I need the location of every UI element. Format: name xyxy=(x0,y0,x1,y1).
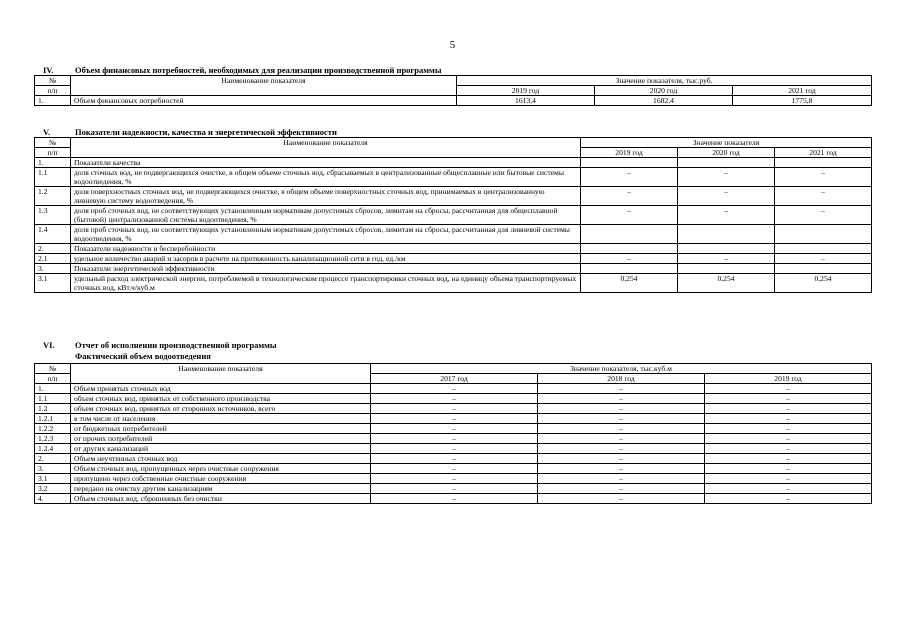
header-year: 2020 год xyxy=(678,148,775,158)
row-value: – xyxy=(705,424,872,434)
row-name: в том числе от населения xyxy=(71,414,371,424)
row-value: – xyxy=(538,494,705,504)
table-row xyxy=(35,158,872,168)
section-6-number: VI. xyxy=(43,340,55,350)
header-name: Наименование показателя xyxy=(71,364,371,384)
row-number: 1.2.4 xyxy=(35,444,71,454)
row-value xyxy=(678,225,775,244)
row-value: – xyxy=(538,484,705,494)
row-value: – xyxy=(371,434,538,444)
row-value: – xyxy=(705,434,872,444)
row-number: 3.2 xyxy=(35,484,71,494)
page-number: 5 xyxy=(449,39,456,51)
row-value: – xyxy=(775,206,872,225)
row-value xyxy=(775,225,872,244)
table-row xyxy=(35,96,872,106)
row-value: – xyxy=(371,444,538,454)
row-value: – xyxy=(371,394,538,404)
row-name: передано на очистку другим канализациям xyxy=(71,484,371,494)
quality-indicators-table xyxy=(34,137,872,293)
row-value: – xyxy=(538,414,705,424)
row-value: – xyxy=(538,394,705,404)
table-row xyxy=(35,264,872,274)
header-pp: п/п xyxy=(35,374,71,384)
row-value: – xyxy=(538,424,705,434)
row-value: – xyxy=(705,474,872,484)
row-value: – xyxy=(538,474,705,484)
row-value: – xyxy=(705,394,872,404)
header-year: 2018 год xyxy=(538,374,705,384)
row-value: – xyxy=(371,404,538,414)
row-value xyxy=(678,264,775,274)
row-number: 3.1 xyxy=(35,474,71,484)
row-value: – xyxy=(705,484,872,494)
row-value: – xyxy=(705,494,872,504)
table-row xyxy=(35,225,872,244)
header-year: 2019 год xyxy=(457,86,595,96)
table-row xyxy=(35,424,872,434)
row-number: 1.2.1 xyxy=(35,414,71,424)
row-value: – xyxy=(705,404,872,414)
row-value: – xyxy=(538,404,705,414)
row-value: – xyxy=(705,384,872,394)
row-name: Показатели энергетической эффективности xyxy=(71,264,581,274)
section-6-subtitle: Фактический объем водоотведения xyxy=(75,351,211,361)
row-value: 1775,8 xyxy=(733,96,872,106)
row-number: 2. xyxy=(35,244,71,254)
row-name: доля проб сточных вод, не соответствующих установленным нормативам допустимых сбросов, лимитам на сбросы, рассчитанная для ливневой системы водоотведения, % xyxy=(71,225,581,244)
table-row xyxy=(35,206,872,225)
row-value xyxy=(775,244,872,254)
row-value: – xyxy=(371,474,538,484)
row-value: – xyxy=(581,168,678,187)
row-value: – xyxy=(705,444,872,454)
section-4-title: Объем финансовых потребностей, необходимых для реализации производственной программы xyxy=(75,65,442,75)
row-value: – xyxy=(371,494,538,504)
row-value: – xyxy=(371,384,538,394)
header-pp: п/п xyxy=(35,148,71,158)
section-5-title: Показатели надежности, качества и энергетической эффективности xyxy=(75,127,337,137)
row-value: – xyxy=(538,444,705,454)
row-number: 3.1 xyxy=(35,274,71,293)
header-name: Наименование показателя xyxy=(71,138,581,158)
row-value: – xyxy=(538,434,705,444)
row-value xyxy=(775,264,872,274)
wastewater-report-table xyxy=(34,363,872,504)
table-row xyxy=(35,254,872,264)
section-5-heading xyxy=(43,127,337,137)
header-year: 2021 год xyxy=(775,148,872,158)
row-value: – xyxy=(705,464,872,474)
row-name: удельное количество аварий и засоров в расчете на протяженность канализационной сети в год, ед./км xyxy=(71,254,581,264)
financial-needs-table xyxy=(34,75,872,106)
table-row xyxy=(35,244,872,254)
row-name: от бюджетных потребителей xyxy=(71,424,371,434)
row-value: 0,254 xyxy=(678,274,775,293)
row-number: 1.2.3 xyxy=(35,434,71,444)
row-value: – xyxy=(538,454,705,464)
row-value: – xyxy=(371,414,538,424)
header-year: 2019 год xyxy=(581,148,678,158)
row-value: – xyxy=(678,187,775,206)
row-value: 0,254 xyxy=(581,274,678,293)
row-value: – xyxy=(678,168,775,187)
row-value: – xyxy=(371,484,538,494)
row-value: – xyxy=(678,206,775,225)
header-year: 2017 год xyxy=(371,374,538,384)
table-row xyxy=(35,187,872,206)
table-row xyxy=(35,454,872,464)
row-value: – xyxy=(705,414,872,424)
row-number: 1. xyxy=(35,384,71,394)
row-number: 1.3 xyxy=(35,206,71,225)
row-value: – xyxy=(538,464,705,474)
row-name: объем сточных вод, принятых от собственного производства xyxy=(71,394,371,404)
header-name: Наименование показателя xyxy=(71,76,457,96)
table-row xyxy=(35,384,872,394)
row-value: – xyxy=(705,454,872,464)
row-name: Объем финансовых потребностей xyxy=(71,96,457,106)
table-row xyxy=(35,464,872,474)
row-value xyxy=(581,158,678,168)
row-name: доля сточных вод, не подвергающихся очистке, в общем объеме сточных вод, сбрасываемых в централизованные общесплавные или бытовые системы водоотведения, % xyxy=(71,168,581,187)
table-row xyxy=(35,168,872,187)
row-number: 1. xyxy=(35,96,71,106)
header-value: Значение показателя xyxy=(581,138,872,148)
header-pp: п/п xyxy=(35,86,71,96)
row-value: – xyxy=(775,168,872,187)
row-value: – xyxy=(775,254,872,264)
header-no: № xyxy=(35,364,71,374)
row-name: Объем неучтенных сточных вод xyxy=(71,454,371,464)
header-year: 2019 год xyxy=(705,374,872,384)
header-no: № xyxy=(35,138,71,148)
row-name: объем сточных вод, принятых от сторонних источников, всего xyxy=(71,404,371,414)
row-value: – xyxy=(678,254,775,264)
row-number: 1.2 xyxy=(35,187,71,206)
row-name: доля проб сточных вод, не соответствующих установленным нормативам допустимых сбросов, лимитам на сбросы, рассчитанная для общесплавной (бытовой) централизованной системы водоотведения, % xyxy=(71,206,581,225)
row-value: – xyxy=(538,384,705,394)
row-value: – xyxy=(371,454,538,464)
section-4-heading xyxy=(43,65,441,75)
row-value: 0,254 xyxy=(775,274,872,293)
section-6-title: Отчет об исполнении производственной программы xyxy=(75,340,277,350)
row-value: – xyxy=(371,464,538,474)
section-5-number: V. xyxy=(43,127,51,137)
header-value: Значение показателя, тыс.руб. xyxy=(457,76,872,86)
row-number: 3. xyxy=(35,464,71,474)
row-number: 4. xyxy=(35,494,71,504)
row-name: удельный расход электрической энергии, потребляемой в технологическом процессе транспортировки сточных вод, на единицу объема транспортируемых сточных вод, кВт.ч/куб.м xyxy=(71,274,581,293)
row-number: 2.1 xyxy=(35,254,71,264)
table-row xyxy=(35,484,872,494)
row-name: Объем сточных вод, пропущенных через очистные сооружения xyxy=(71,464,371,474)
row-name: от других канализаций xyxy=(71,444,371,454)
row-value xyxy=(581,264,678,274)
row-number: 1.1 xyxy=(35,168,71,187)
row-value xyxy=(581,244,678,254)
table-row xyxy=(35,274,872,293)
row-number: 1. xyxy=(35,158,71,168)
row-value: – xyxy=(371,424,538,434)
row-name: доля поверхностных сточных вод, не подвергающихся очистке, в общем объеме поверхностных сточных вод, принимаемых в централизованную ливневую систему водоотведения, % xyxy=(71,187,581,206)
table-row xyxy=(35,444,872,454)
row-value: 1682,4 xyxy=(595,96,733,106)
row-value: – xyxy=(775,187,872,206)
row-value xyxy=(678,244,775,254)
row-name: Объем принятых сточных вод xyxy=(71,384,371,394)
row-value: – xyxy=(581,187,678,206)
section-6-heading xyxy=(43,340,277,350)
row-name: Показатели качества xyxy=(71,158,581,168)
row-number: 1.1 xyxy=(35,394,71,404)
table-row xyxy=(35,404,872,414)
row-number: 3. xyxy=(35,264,71,274)
row-number: 1.2.2 xyxy=(35,424,71,434)
table-row xyxy=(35,494,872,504)
row-value: – xyxy=(581,254,678,264)
header-value: Значение показателя, тыс.куб.м xyxy=(371,364,872,374)
table-row xyxy=(35,394,872,404)
row-name: от прочих потребителей xyxy=(71,434,371,444)
row-value xyxy=(678,158,775,168)
row-value xyxy=(581,225,678,244)
header-year: 2021 год xyxy=(733,86,872,96)
table-row xyxy=(35,434,872,444)
row-number: 1.2 xyxy=(35,404,71,414)
table-row xyxy=(35,414,872,424)
row-name: пропущено через собственные очистные сооружения xyxy=(71,474,371,484)
row-value: – xyxy=(581,206,678,225)
row-name: Объем сточных вод, сброшенных без очистки xyxy=(71,494,371,504)
header-no: № xyxy=(35,76,71,86)
row-number: 2. xyxy=(35,454,71,464)
row-value xyxy=(775,158,872,168)
section-4-number: IV. xyxy=(43,65,54,75)
row-name: Показатели надежности и бесперебойности xyxy=(71,244,581,254)
row-value: 1613,4 xyxy=(457,96,595,106)
row-number: 1.4 xyxy=(35,225,71,244)
table-row xyxy=(35,474,872,484)
header-year: 2020 год xyxy=(595,86,733,96)
